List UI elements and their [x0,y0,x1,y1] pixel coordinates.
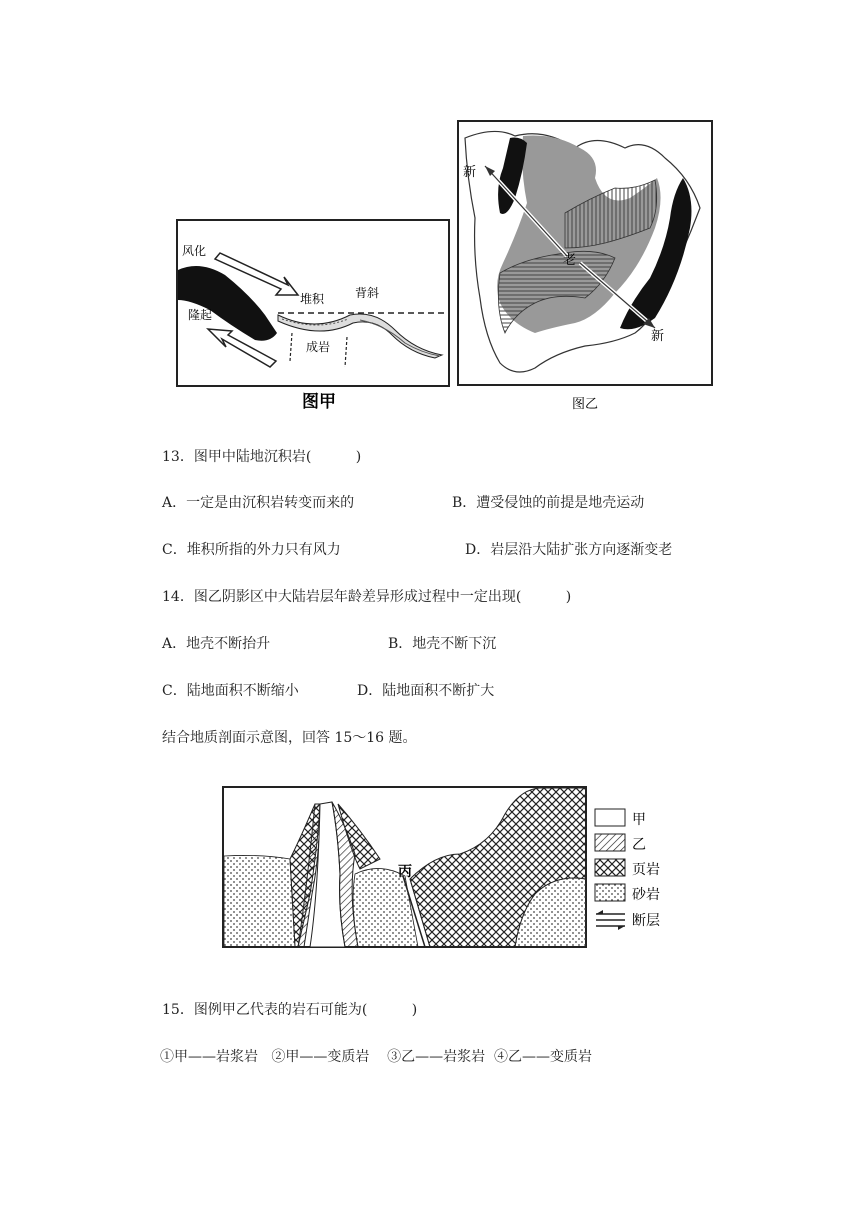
legend-swatch-fault [596,910,625,930]
label-new-bottom: 新 [651,329,665,344]
legend-label-shale: 页岩 [632,862,660,878]
caption-yi: 图乙 [572,397,599,412]
legend-swatch-yi [595,834,625,851]
legend-label-jia: 甲 [632,812,646,828]
q13-option-b: B．遭受侵蚀的前提是地壳运动 [452,495,645,511]
q13-option-d: D．岩层沿大陆扩张方向逐渐变老 [465,542,673,558]
label-bing: 丙 [398,864,412,880]
sandstone-left [224,855,295,947]
q15-stem: 15．图例甲乙代表的岩石可能为( ) [162,1002,418,1018]
q15-options: ①甲——岩浆岩 ②甲——变质岩 ③乙——岩浆岩 ④乙——变质岩 [160,1049,593,1065]
caption-jia: 图甲 [302,392,336,412]
legend [595,809,660,930]
legend-label-sandstone: 砂岩 [632,887,660,903]
legend-label-fault: 断层 [632,913,660,929]
q14-option-c: C．陆地面积不断缩小 [162,683,299,699]
label-old: 老 [563,253,577,268]
figure-jia [170,215,455,415]
legend-swatch-sandstone [595,884,625,901]
legend-swatch-jia [595,809,625,826]
label-uplift: 隆起 [188,308,213,322]
q14-option-a: A．地壳不断抬升 [162,636,271,652]
intro-text: 结合地质剖面示意图，回答 15～16 题。 [162,730,417,746]
label-new-top: 新 [463,165,477,180]
q13-option-a: A．一定是由沉积岩转变而来的 [162,495,355,511]
label-lithification: 成岩 [306,340,331,354]
legend-swatch-shale [595,859,625,876]
label-deposition: 堆积 [300,292,325,306]
q13-stem: 13．图甲中陆地沉积岩( ) [162,449,362,465]
q13-option-c: C．堆积所指的外力只有风力 [162,542,341,558]
q14-option-d: D．陆地面积不断扩大 [357,683,495,699]
q14-stem: 14．图乙阴影区中大陆岩层年龄差异形成过程中一定出现( ) [162,589,572,605]
label-anticline: 背斜 [355,286,380,300]
q14-option-b: B．地壳不断下沉 [388,636,497,652]
figure-profile [220,784,680,954]
legend-label-yi: 乙 [632,837,646,853]
label-weathering: 风化 [182,244,207,258]
figure-yi [455,118,717,418]
